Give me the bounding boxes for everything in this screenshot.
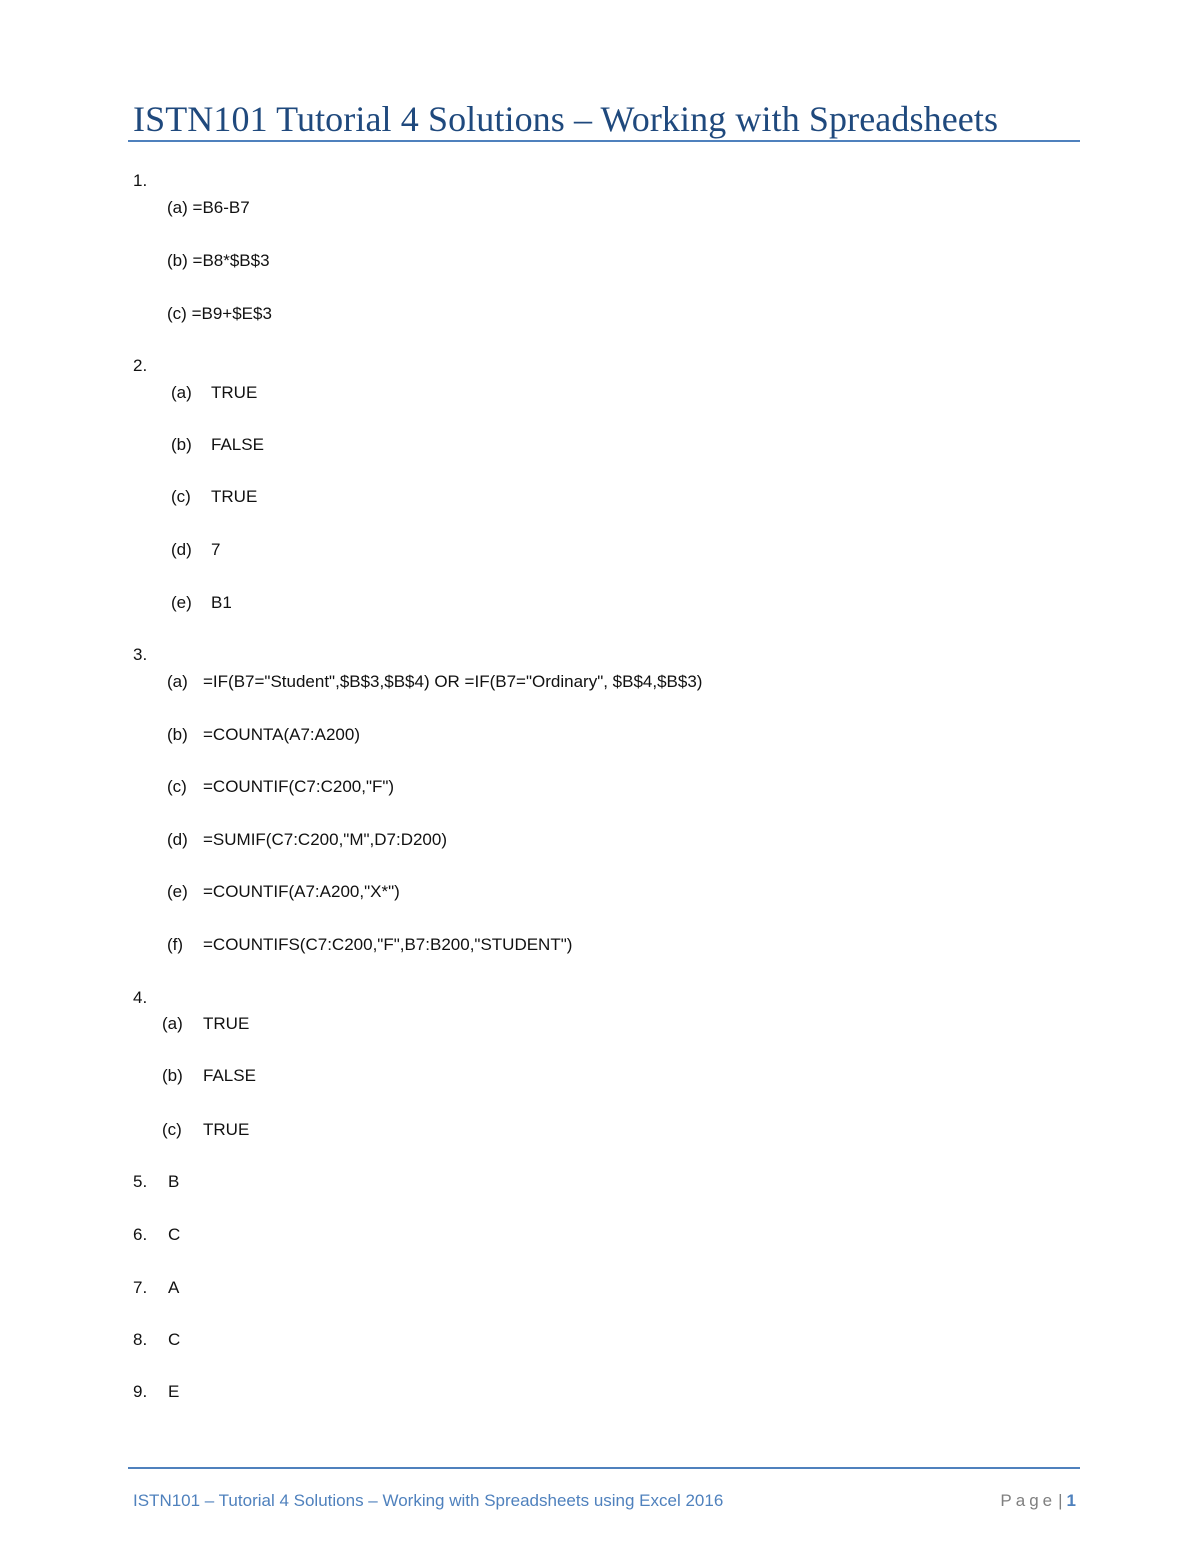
item-label: (b) — [167, 725, 188, 744]
item-answer: =B8*$B$3 — [192, 251, 270, 270]
page-label: Page — [1000, 1491, 1057, 1510]
item-label: (c) — [167, 304, 187, 323]
question-3-number: 3. — [133, 645, 148, 664]
question-1c — [167, 304, 272, 324]
item-label: (e) — [171, 593, 192, 612]
page-number: 1 — [1066, 1491, 1076, 1510]
question-2e — [171, 593, 232, 613]
question-1b — [167, 251, 270, 271]
question-1a — [167, 198, 250, 218]
question-1-number: 1. — [133, 171, 148, 190]
item-label: (c) — [162, 1120, 182, 1139]
question-4b — [162, 1066, 256, 1086]
question-9 — [133, 1382, 179, 1402]
question-4a — [162, 1014, 249, 1034]
item-label: (f) — [167, 935, 184, 954]
question-2d — [171, 540, 220, 560]
item-answer: FALSE — [211, 435, 264, 454]
item-label: (c) — [171, 487, 191, 506]
question-2a — [171, 383, 257, 403]
item-answer: =B6-B7 — [192, 198, 250, 217]
question-3c — [167, 777, 394, 797]
item-answer: TRUE — [203, 1014, 250, 1033]
question-number: 6. — [133, 1225, 148, 1244]
question-3b — [167, 725, 360, 745]
item-answer: =COUNTIFS(C7:C200,"F",B7:B200,"STUDENT") — [203, 935, 573, 954]
item-answer: C — [168, 1330, 181, 1349]
item-answer: =COUNTIF(A7:A200,"X*") — [203, 882, 400, 901]
question-3a — [167, 672, 702, 692]
item-label: (a) — [162, 1014, 183, 1033]
item-answer: =SUMIF(C7:C200,"M",D7:D200) — [203, 830, 448, 849]
item-answer: 7 — [211, 540, 221, 559]
question-3d — [167, 830, 447, 850]
question-2c — [171, 487, 257, 507]
question-number: 5. — [133, 1172, 148, 1191]
item-answer: TRUE — [211, 487, 258, 506]
question-7 — [133, 1278, 179, 1298]
question-4c — [162, 1120, 249, 1140]
item-label: (a) — [167, 672, 188, 691]
item-answer: A — [168, 1278, 180, 1297]
item-label: (d) — [167, 830, 188, 849]
item-answer: B1 — [211, 593, 232, 612]
question-5 — [133, 1172, 179, 1192]
item-answer: TRUE — [203, 1120, 250, 1139]
footer-page-indicator — [1000, 1491, 1076, 1511]
page-separator: | — [1058, 1491, 1063, 1510]
question-3f — [167, 935, 572, 955]
item-label: (b) — [162, 1066, 183, 1085]
page-title: ISTN101 Tutorial 4 Solutions – Working with Spreadsheets — [133, 99, 999, 139]
item-label: (a) — [167, 198, 188, 217]
question-number: 7. — [133, 1278, 148, 1297]
item-answer: =IF(B7="Student",$B$3,$B$4) OR =IF(B7="Ordinary", $B$4,$B$3) — [203, 672, 703, 691]
item-answer: =COUNTIF(C7:C200,"F") — [203, 777, 395, 796]
item-label: (c) — [167, 777, 187, 796]
title-underline — [128, 140, 1080, 142]
footer-title: ISTN101 – Tutorial 4 Solutions – Working with Spreadsheets using Excel 2016 — [133, 1491, 724, 1510]
item-answer: =B9+$E$3 — [191, 304, 272, 323]
item-label: (e) — [167, 882, 188, 901]
footer-rule — [128, 1467, 1080, 1469]
item-answer: TRUE — [211, 383, 258, 402]
question-8 — [133, 1330, 180, 1350]
item-answer: =COUNTA(A7:A200) — [203, 725, 360, 744]
question-4-number: 4. — [133, 988, 148, 1007]
question-2b — [171, 435, 264, 455]
item-label: (d) — [171, 540, 192, 559]
question-number: 8. — [133, 1330, 148, 1349]
item-label: (a) — [171, 383, 192, 402]
question-number: 9. — [133, 1382, 148, 1401]
question-6 — [133, 1225, 180, 1245]
question-3e — [167, 882, 400, 902]
question-2-number: 2. — [133, 356, 148, 375]
item-answer: E — [168, 1382, 180, 1401]
item-answer: B — [168, 1172, 180, 1191]
item-label: (b) — [167, 251, 188, 270]
item-answer: FALSE — [203, 1066, 256, 1085]
item-answer: C — [168, 1225, 181, 1244]
item-label: (b) — [171, 435, 192, 454]
